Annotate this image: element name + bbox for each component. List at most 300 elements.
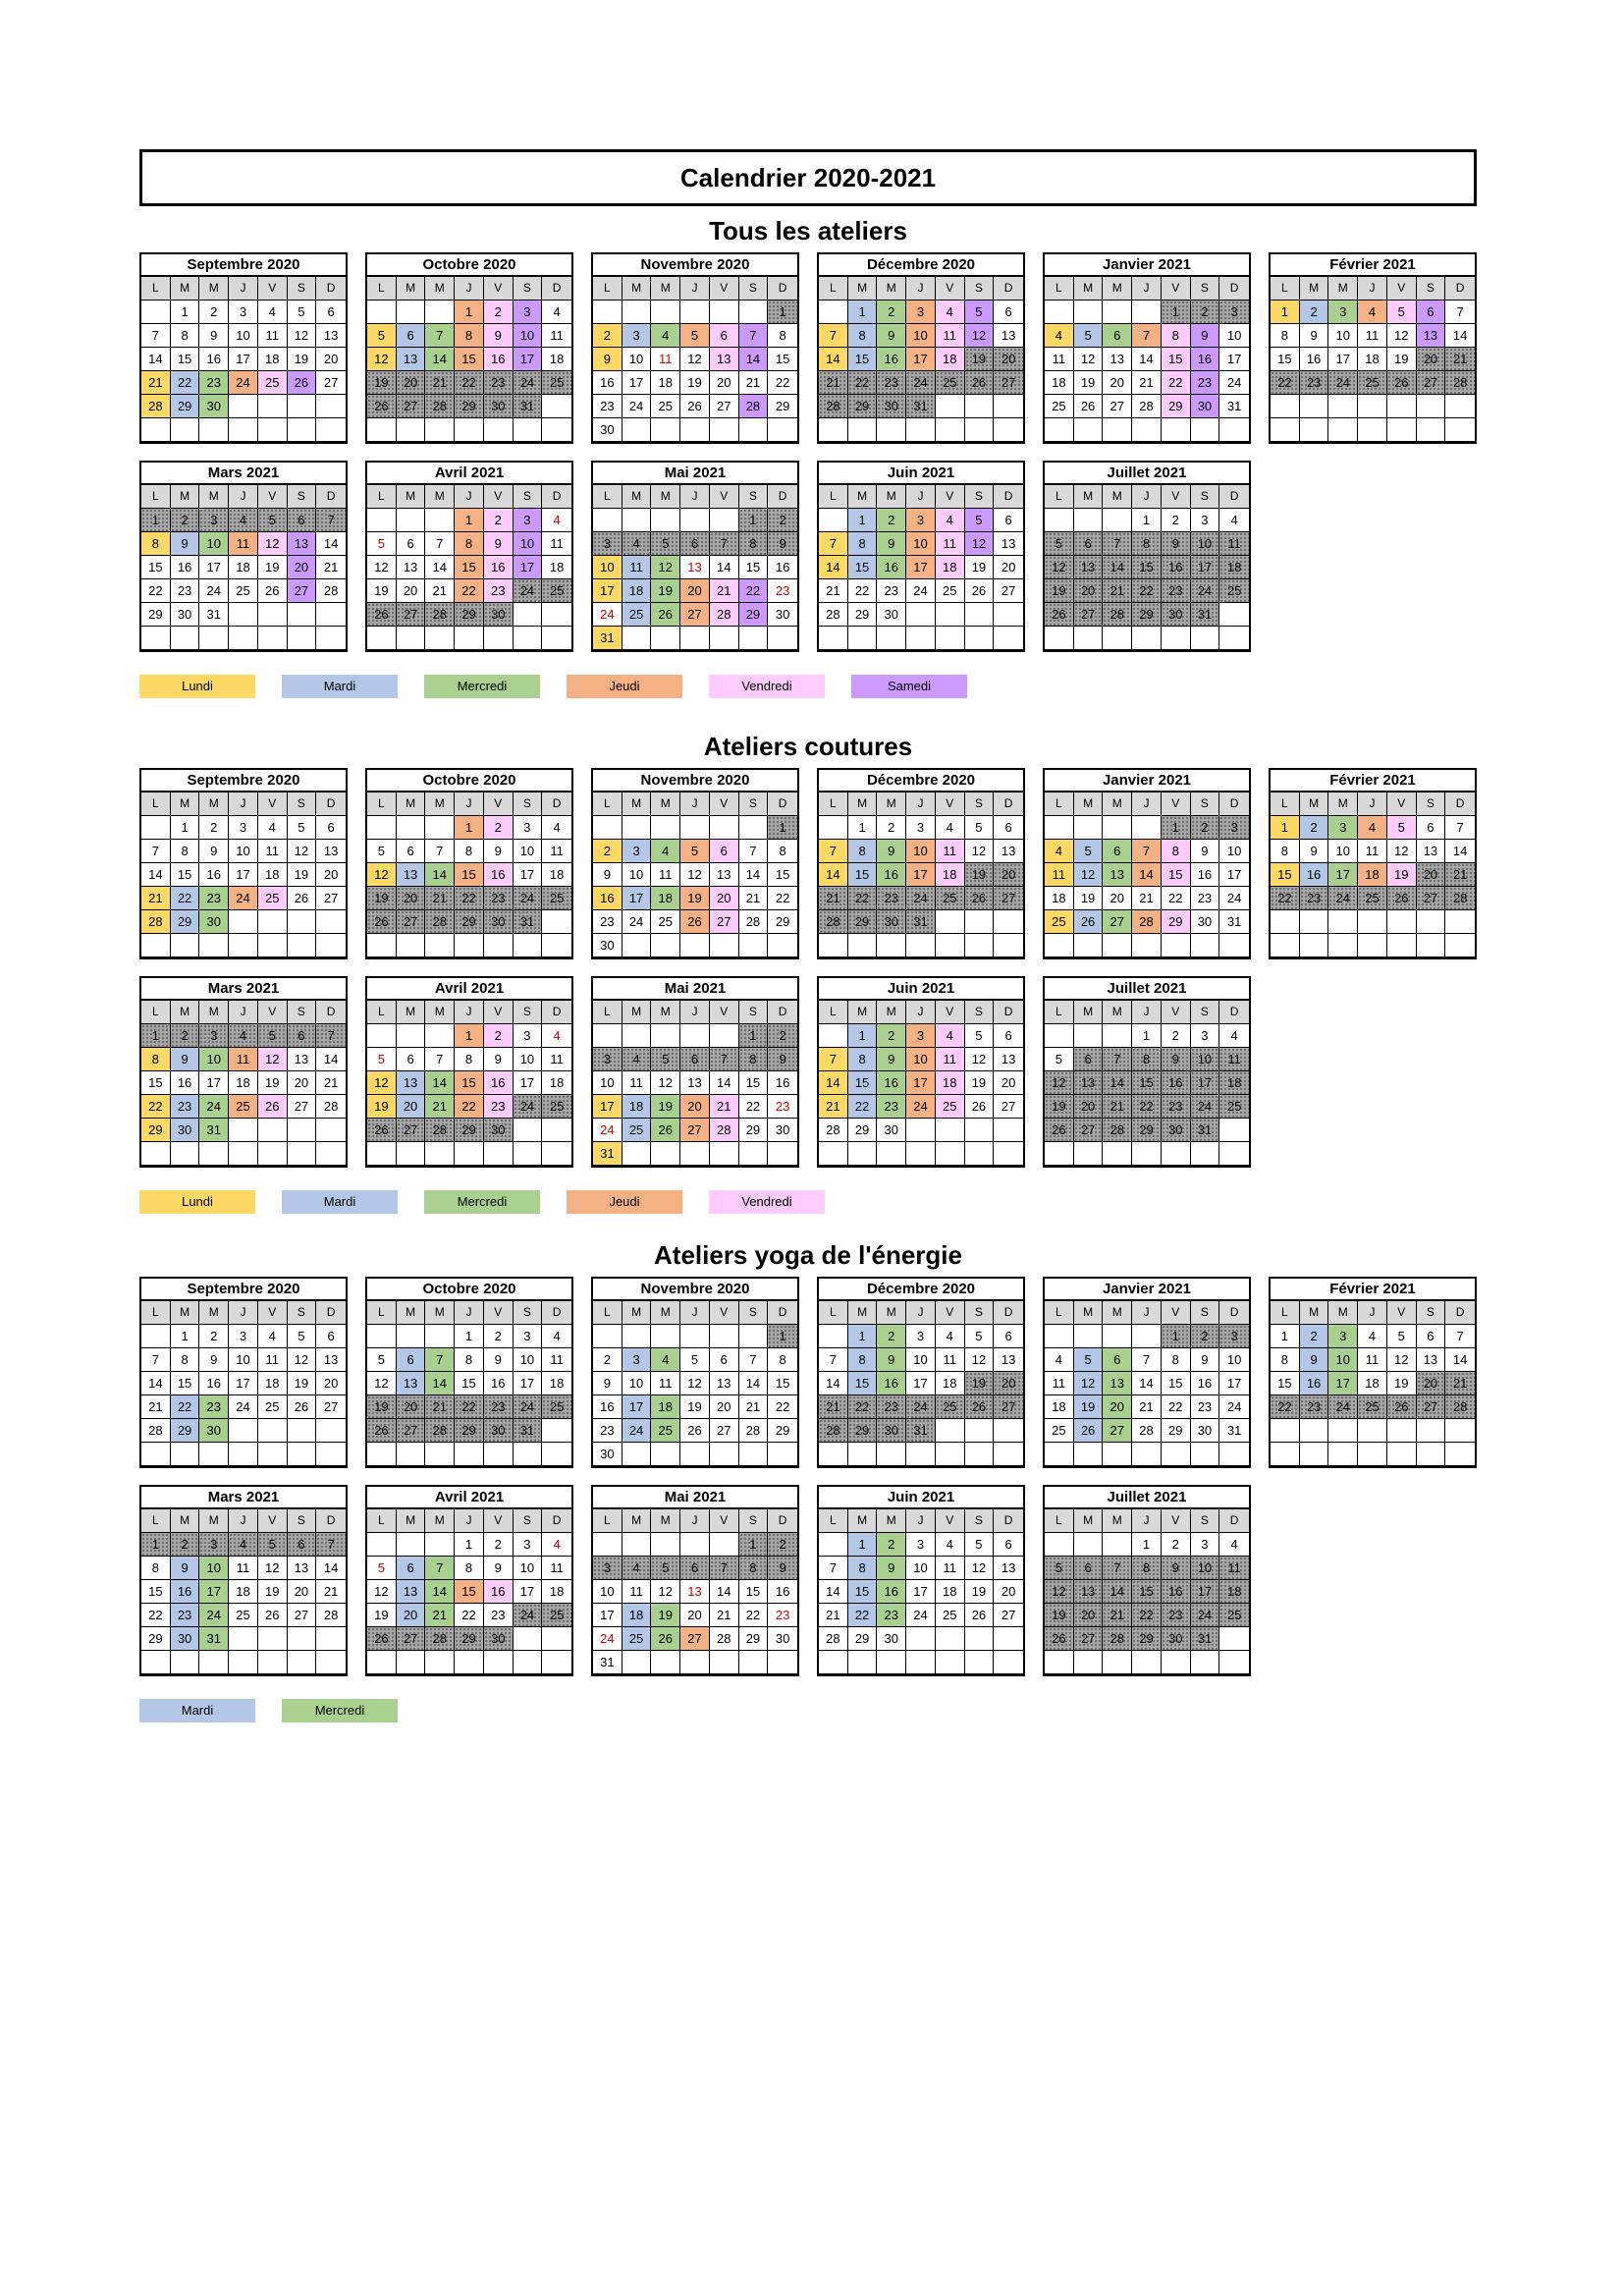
- day-cell: 11: [623, 1071, 652, 1095]
- day-cell: 5: [367, 324, 397, 348]
- weekday-header: J: [680, 485, 710, 509]
- day-cell: 5: [680, 1348, 710, 1372]
- day-cell: 13: [397, 348, 426, 371]
- weekday-header: M: [1103, 277, 1132, 301]
- day-cell: 23: [484, 887, 514, 910]
- empty-cell: [710, 1533, 739, 1557]
- month-calendar: [591, 1485, 799, 1676]
- weekday-header: M: [425, 1509, 455, 1533]
- empty-cell: [1387, 418, 1417, 442]
- empty-cell: [739, 816, 769, 840]
- day-cell: 3: [623, 840, 652, 863]
- empty-cell: [768, 934, 797, 957]
- empty-cell: [1191, 627, 1220, 650]
- day-cell: 26: [680, 395, 710, 418]
- day-cell: 18: [651, 887, 680, 910]
- empty-cell: [455, 1443, 484, 1466]
- day-cell: 9: [877, 840, 906, 863]
- empty-cell: [229, 1627, 258, 1651]
- empty-cell: [1328, 910, 1358, 934]
- empty-cell: [994, 603, 1023, 627]
- day-cell: 2: [171, 1533, 200, 1557]
- day-cell: 10: [229, 1348, 258, 1372]
- day-cell: 16: [877, 556, 906, 579]
- month-calendar: [1043, 768, 1251, 959]
- empty-cell: [651, 301, 680, 324]
- weekday-header: M: [1328, 277, 1358, 301]
- empty-cell: [710, 1651, 739, 1674]
- empty-cell: [199, 1651, 229, 1674]
- day-cell: 15: [768, 1372, 797, 1395]
- day-cell: 30: [484, 1119, 514, 1142]
- month-calendar: [139, 461, 348, 652]
- day-cell: 14: [710, 1071, 739, 1095]
- empty-cell: [710, 816, 739, 840]
- empty-cell: [1219, 418, 1249, 442]
- day-cell: 16: [593, 371, 623, 395]
- empty-cell: [514, 418, 543, 442]
- day-cell: 20: [994, 1071, 1023, 1095]
- weekday-header: J: [455, 277, 484, 301]
- empty-cell: [425, 1024, 455, 1048]
- empty-cell: [455, 627, 484, 650]
- empty-cell: [965, 910, 995, 934]
- empty-cell: [936, 1119, 965, 1142]
- day-cell: 5: [965, 509, 995, 532]
- day-cell: 27: [1074, 603, 1104, 627]
- day-cell: 14: [425, 1580, 455, 1604]
- day-cell: 9: [199, 1348, 229, 1372]
- day-cell: 26: [1074, 1419, 1104, 1443]
- weekday-header: L: [1045, 1001, 1074, 1024]
- day-cell: 28: [1103, 1119, 1132, 1142]
- month-title: Juillet 2021: [1045, 1487, 1249, 1509]
- month-calendar: [591, 461, 799, 652]
- day-cell: 1: [768, 1325, 797, 1348]
- weekday-header: M: [651, 277, 680, 301]
- day-cell: 16: [484, 556, 514, 579]
- empty-cell: [1074, 1651, 1104, 1674]
- day-cell: 8: [1132, 1048, 1162, 1071]
- weekday-header: S: [514, 277, 543, 301]
- day-cell: 30: [171, 1627, 200, 1651]
- weekday-header: L: [367, 793, 397, 816]
- empty-cell: [819, 934, 848, 957]
- day-cell: 4: [542, 1024, 571, 1048]
- day-cell: 12: [680, 863, 710, 887]
- day-cell: 7: [819, 532, 848, 556]
- day-cell: 17: [1219, 348, 1249, 371]
- weekday-header: J: [906, 793, 936, 816]
- day-cell: 22: [1132, 579, 1162, 603]
- empty-cell: [1358, 934, 1387, 957]
- day-cell: 31: [1191, 603, 1220, 627]
- month-title: Septembre 2020: [141, 254, 346, 277]
- day-cell: 12: [367, 348, 397, 371]
- day-cell: 14: [1445, 840, 1475, 863]
- empty-cell: [965, 603, 995, 627]
- day-cell: 31: [199, 1627, 229, 1651]
- day-cell: 22: [171, 1395, 200, 1419]
- day-cell: 3: [906, 301, 936, 324]
- day-cell: 28: [316, 1604, 346, 1627]
- day-cell: 6: [1103, 324, 1132, 348]
- weekday-header: M: [171, 1001, 200, 1024]
- day-cell: 29: [1132, 1119, 1162, 1142]
- day-cell: 9: [877, 532, 906, 556]
- weekday-header: M: [199, 1509, 229, 1533]
- empty-cell: [877, 418, 906, 442]
- day-cell: 12: [1387, 840, 1417, 863]
- day-cell: 17: [514, 1372, 543, 1395]
- empty-cell: [258, 418, 288, 442]
- weekday-header: V: [1387, 793, 1417, 816]
- empty-cell: [367, 1651, 397, 1674]
- day-cell: 13: [397, 556, 426, 579]
- day-cell: 6: [1417, 301, 1446, 324]
- day-cell: 22: [455, 1604, 484, 1627]
- day-cell: 2: [768, 509, 797, 532]
- day-cell: 11: [258, 324, 288, 348]
- day-cell: 23: [199, 887, 229, 910]
- day-cell: 30: [768, 1119, 797, 1142]
- day-cell: 24: [906, 1395, 936, 1419]
- day-cell: 28: [316, 579, 346, 603]
- weekday-header: V: [936, 1001, 965, 1024]
- day-cell: 27: [994, 887, 1023, 910]
- weekday-header: M: [877, 277, 906, 301]
- day-cell: 18: [258, 863, 288, 887]
- day-cell: 29: [141, 603, 171, 627]
- empty-cell: [1219, 1119, 1249, 1142]
- weekday-header: V: [936, 1301, 965, 1325]
- empty-cell: [819, 418, 848, 442]
- day-cell: 18: [1219, 556, 1249, 579]
- day-cell: 4: [542, 1325, 571, 1348]
- day-cell: 8: [848, 840, 878, 863]
- day-cell: 17: [1219, 1372, 1249, 1395]
- day-cell: 22: [171, 371, 200, 395]
- day-cell: 22: [1271, 371, 1300, 395]
- day-cell: 12: [288, 840, 317, 863]
- weekday-header: M: [1103, 793, 1132, 816]
- day-cell: 5: [1074, 324, 1104, 348]
- day-cell: 7: [316, 1533, 346, 1557]
- empty-cell: [1417, 934, 1446, 957]
- weekday-header: D: [1219, 1509, 1249, 1533]
- day-cell: 31: [1219, 395, 1249, 418]
- day-cell: 6: [288, 1533, 317, 1557]
- day-cell: 31: [514, 1419, 543, 1443]
- day-cell: 21: [1445, 863, 1475, 887]
- month-calendar: [1043, 1277, 1251, 1468]
- day-cell: 16: [768, 556, 797, 579]
- month-title: Décembre 2020: [819, 770, 1023, 793]
- empty-cell: [848, 1443, 878, 1466]
- day-cell: 12: [288, 1348, 317, 1372]
- empty-cell: [397, 418, 426, 442]
- day-cell: 6: [1074, 1557, 1104, 1580]
- weekday-header: L: [593, 1509, 623, 1533]
- month-title: Mai 2021: [593, 978, 797, 1001]
- empty-cell: [906, 627, 936, 650]
- empty-cell: [316, 1627, 346, 1651]
- empty-cell: [994, 1419, 1023, 1443]
- day-cell: 29: [171, 1419, 200, 1443]
- empty-cell: [367, 1533, 397, 1557]
- day-cell: 23: [1300, 371, 1329, 395]
- weekday-header: V: [710, 277, 739, 301]
- day-cell: 28: [425, 395, 455, 418]
- day-cell: 25: [936, 1095, 965, 1119]
- day-cell: 11: [651, 863, 680, 887]
- day-cell: 2: [1300, 1325, 1329, 1348]
- day-cell: 19: [1045, 1604, 1074, 1627]
- day-cell: 27: [1417, 371, 1446, 395]
- legend-item: Jeudi: [567, 675, 682, 698]
- day-cell: 10: [514, 1348, 543, 1372]
- empty-cell: [514, 934, 543, 957]
- month-calendar: [365, 976, 573, 1168]
- empty-cell: [680, 301, 710, 324]
- day-cell: 1: [1132, 1533, 1162, 1557]
- empty-cell: [593, 1533, 623, 1557]
- weekday-header: M: [1300, 1301, 1329, 1325]
- weekday-header: D: [1445, 1301, 1475, 1325]
- day-cell: 8: [1162, 324, 1191, 348]
- weekday-header: L: [1045, 1301, 1074, 1325]
- day-cell: 28: [141, 910, 171, 934]
- day-cell: 24: [1191, 1604, 1220, 1627]
- day-cell: 18: [229, 556, 258, 579]
- day-cell: 27: [680, 1119, 710, 1142]
- empty-cell: [965, 418, 995, 442]
- day-cell: 15: [848, 1071, 878, 1095]
- legend-item: Mercredi: [282, 1699, 398, 1722]
- month-calendar: [365, 252, 573, 444]
- day-cell: 14: [739, 1372, 769, 1395]
- day-cell: 12: [367, 1580, 397, 1604]
- day-cell: 18: [623, 579, 652, 603]
- weekday-header: D: [768, 277, 797, 301]
- empty-cell: [288, 395, 317, 418]
- empty-cell: [906, 1142, 936, 1166]
- month-calendar: [1043, 461, 1251, 652]
- day-cell: 5: [1045, 1048, 1074, 1071]
- month-title: Février 2021: [1271, 1279, 1475, 1301]
- day-cell: 30: [171, 603, 200, 627]
- empty-cell: [994, 910, 1023, 934]
- empty-cell: [397, 301, 426, 324]
- empty-cell: [768, 1651, 797, 1674]
- empty-cell: [936, 1651, 965, 1674]
- day-cell: 24: [514, 1395, 543, 1419]
- empty-cell: [768, 1443, 797, 1466]
- day-cell: 30: [1191, 910, 1220, 934]
- day-cell: 3: [1219, 1325, 1249, 1348]
- month-calendar: [1043, 976, 1251, 1168]
- weekday-header: V: [936, 1509, 965, 1533]
- empty-cell: [819, 1533, 848, 1557]
- day-cell: 9: [593, 1372, 623, 1395]
- day-cell: 5: [680, 324, 710, 348]
- empty-cell: [680, 627, 710, 650]
- month-calendar: [1269, 1277, 1477, 1468]
- day-cell: 29: [1132, 603, 1162, 627]
- day-cell: 21: [1103, 579, 1132, 603]
- day-cell: 16: [1191, 1372, 1220, 1395]
- weekday-header: V: [710, 1301, 739, 1325]
- day-cell: 13: [288, 532, 317, 556]
- weekday-header: S: [965, 793, 995, 816]
- empty-cell: [1074, 418, 1104, 442]
- empty-cell: [651, 627, 680, 650]
- weekday-header: L: [141, 1509, 171, 1533]
- day-cell: 8: [848, 532, 878, 556]
- day-cell: 7: [819, 840, 848, 863]
- day-cell: 9: [484, 324, 514, 348]
- day-cell: 6: [1074, 1048, 1104, 1071]
- day-cell: 26: [367, 910, 397, 934]
- empty-cell: [1045, 418, 1074, 442]
- day-cell: 15: [739, 1580, 769, 1604]
- empty-cell: [623, 418, 652, 442]
- day-cell: 23: [171, 1604, 200, 1627]
- day-cell: 5: [680, 840, 710, 863]
- empty-cell: [936, 627, 965, 650]
- day-cell: 2: [484, 1024, 514, 1048]
- day-cell: 15: [171, 863, 200, 887]
- day-cell: 12: [651, 1580, 680, 1604]
- day-cell: 29: [739, 603, 769, 627]
- day-cell: 28: [819, 603, 848, 627]
- empty-cell: [367, 816, 397, 840]
- day-cell: 5: [367, 840, 397, 863]
- day-cell: 19: [1045, 579, 1074, 603]
- day-cell: 28: [425, 603, 455, 627]
- empty-cell: [1132, 934, 1162, 957]
- day-cell: 14: [819, 1071, 848, 1095]
- empty-cell: [1219, 603, 1249, 627]
- day-cell: 21: [739, 887, 769, 910]
- day-cell: 23: [877, 579, 906, 603]
- legend-item: Mardi: [282, 1190, 398, 1214]
- day-cell: 29: [455, 1419, 484, 1443]
- day-cell: 4: [542, 301, 571, 324]
- day-cell: 16: [1191, 348, 1220, 371]
- day-cell: 21: [1445, 1372, 1475, 1395]
- day-cell: 16: [768, 1580, 797, 1604]
- legend-item: Mardi: [282, 675, 398, 698]
- day-cell: 21: [316, 1580, 346, 1604]
- day-cell: 3: [514, 1325, 543, 1348]
- weekday-header: M: [425, 1301, 455, 1325]
- weekday-header: V: [1162, 1001, 1191, 1024]
- empty-cell: [1103, 1533, 1132, 1557]
- empty-cell: [710, 1325, 739, 1348]
- day-cell: 21: [425, 579, 455, 603]
- weekday-header: M: [1328, 793, 1358, 816]
- empty-cell: [1074, 1024, 1104, 1048]
- empty-cell: [1219, 1443, 1249, 1466]
- day-cell: 10: [1328, 840, 1358, 863]
- day-cell: 16: [484, 1372, 514, 1395]
- month-title: Octobre 2020: [367, 770, 571, 793]
- day-cell: 9: [1162, 1557, 1191, 1580]
- day-cell: 28: [819, 1119, 848, 1142]
- day-cell: 8: [141, 1557, 171, 1580]
- month-calendar: [1269, 252, 1477, 444]
- month-calendar: [1269, 768, 1477, 959]
- day-cell: 23: [593, 910, 623, 934]
- day-cell: 15: [848, 1580, 878, 1604]
- weekday-header: L: [141, 793, 171, 816]
- day-cell: 18: [936, 1071, 965, 1095]
- day-cell: 2: [877, 816, 906, 840]
- weekday-header: V: [1387, 1301, 1417, 1325]
- day-cell: 1: [171, 816, 200, 840]
- weekday-header: J: [229, 1509, 258, 1533]
- day-cell: 27: [397, 1419, 426, 1443]
- day-cell: 6: [994, 1024, 1023, 1048]
- day-cell: 11: [651, 348, 680, 371]
- day-cell: 8: [739, 1557, 769, 1580]
- day-cell: 25: [1219, 1604, 1249, 1627]
- weekday-header: V: [710, 1001, 739, 1024]
- day-cell: 16: [593, 1395, 623, 1419]
- day-cell: 15: [848, 556, 878, 579]
- day-cell: 9: [1191, 1348, 1220, 1372]
- day-cell: 8: [455, 1348, 484, 1372]
- day-cell: 2: [593, 1348, 623, 1372]
- day-cell: 12: [965, 1557, 995, 1580]
- day-cell: 7: [1445, 816, 1475, 840]
- weekday-header: S: [739, 485, 769, 509]
- empty-cell: [965, 1443, 995, 1466]
- day-cell: 29: [768, 1419, 797, 1443]
- day-cell: 26: [965, 1604, 995, 1627]
- day-cell: 4: [542, 1533, 571, 1557]
- month-title: Novembre 2020: [593, 254, 797, 277]
- day-cell: 26: [965, 1395, 995, 1419]
- month-calendar: [139, 1485, 348, 1676]
- day-cell: 7: [819, 1348, 848, 1372]
- weekday-header: M: [623, 277, 652, 301]
- day-cell: 25: [1045, 395, 1074, 418]
- day-cell: 12: [1074, 348, 1104, 371]
- day-cell: 22: [171, 887, 200, 910]
- day-cell: 2: [484, 301, 514, 324]
- day-cell: 16: [593, 887, 623, 910]
- weekday-header: D: [316, 1301, 346, 1325]
- empty-cell: [1417, 395, 1446, 418]
- day-cell: 25: [936, 887, 965, 910]
- empty-cell: [1417, 1419, 1446, 1443]
- empty-cell: [1103, 1142, 1132, 1166]
- empty-cell: [819, 1024, 848, 1048]
- day-cell: 21: [739, 1395, 769, 1419]
- day-cell: 7: [1132, 840, 1162, 863]
- weekday-header: J: [455, 485, 484, 509]
- day-cell: 12: [367, 1372, 397, 1395]
- day-cell: 22: [739, 579, 769, 603]
- day-cell: 21: [141, 887, 171, 910]
- day-cell: 12: [965, 532, 995, 556]
- day-cell: 8: [1271, 1348, 1300, 1372]
- empty-cell: [316, 418, 346, 442]
- day-cell: 20: [397, 1395, 426, 1419]
- empty-cell: [425, 816, 455, 840]
